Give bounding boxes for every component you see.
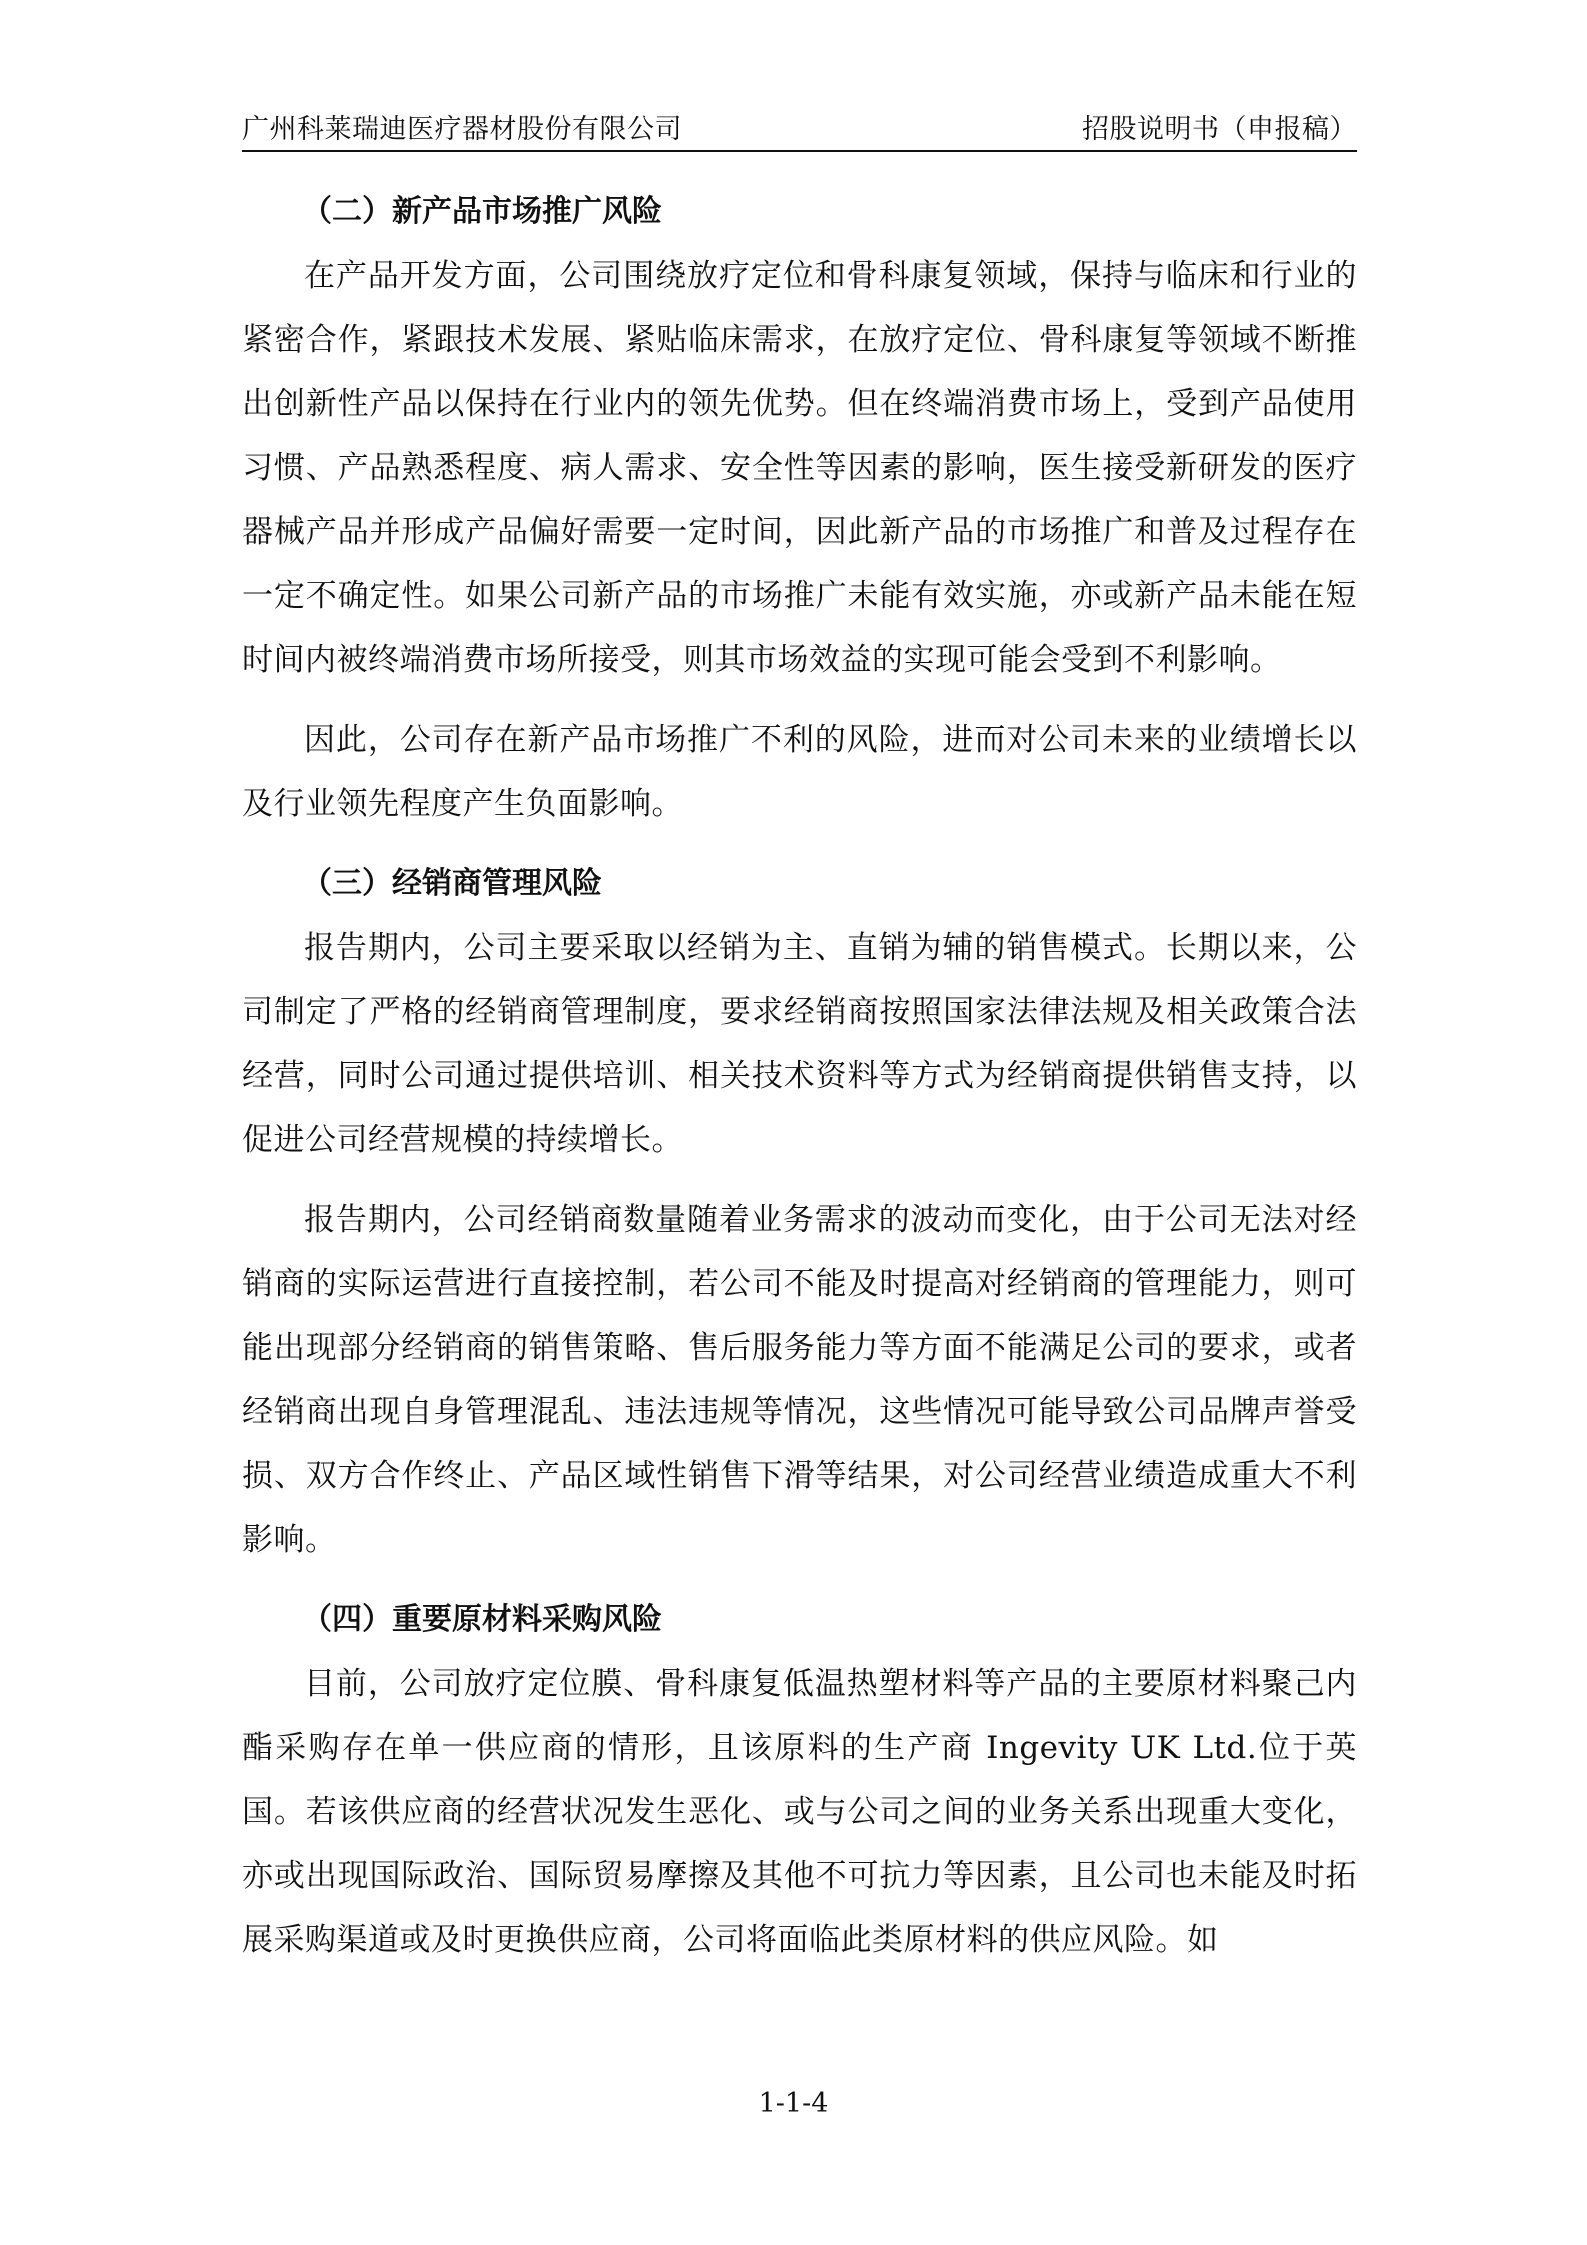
paragraph: 因此，公司存在新产品市场推广不利的风险，进而对公司未来的业绩增长以及行业领先程度产生负面影响。 [242,722,1357,822]
page-content [242,180,1357,1988]
section-heading-distributor-risk: （三）经销商管理风险 [302,866,602,901]
paragraph: 报告期内，公司经销商数量随着业务需求的波动而变化，由于公司无法对经销商的实际运营进行直接控制，若公司不能及时提高对经销商的管理能力，则可能出现部分经销商的销售策略、售后服务能力等方面不能满足公司的要求，或者经销商出现自身管理混乱、违法违规等情况，这些情况可能导致公司品牌声誉受损、双方合作终止、产品区域性销售下滑等结果，对公司经营业绩造成重大不利影响。 [242,1202,1357,1558]
paragraph: 目前，公司放疗定位膜、骨科康复低温热塑材料等产品的主要原材料聚己内酯采购存在单一供应商的情形，且该原料的生产商 Ingevity UK Ltd.位于英国。若该供应商的经营状况发生恶化、或与公司之间的业务关系出现重大变化，亦或出现国际政治、国际贸易摩擦及其他不可抗力等因素，且公司也未能及时拓展采购渠道或及时更换供应商，公司将面临此类原材料的供应风险。如 [242,1666,1357,1958]
section-heading-raw-material-risk: （四）重要原材料采购风险 [302,1602,662,1637]
header-document-title: 招股说明书（申报稿） [1082,114,1357,145]
section-heading-new-product-risk: （二）新产品市场推广风险 [302,194,662,229]
page-header [242,110,1357,152]
header-company-name: 广州科莱瑞迪医疗器材股份有限公司 [242,114,682,145]
paragraph: 在产品开发方面，公司围绕放疗定位和骨科康复领域，保持与临床和行业的紧密合作，紧跟技术发展、紧贴临床需求，在放疗定位、骨科康复等领域不断推出创新性产品以保持在行业内的领先优势。但在终端消费市场上，受到产品使用习惯、产品熟悉程度、病人需求、安全性等因素的影响，医生接受新研发的医疗器械产品并形成产品偏好需要一定时间，因此新产品的市场推广和普及过程存在一定不确定性。如果公司新产品的市场推广未能有效实施，亦或新产品未能在短时间内被终端消费市场所接受，则其市场效益的实现可能会受到不利影响。 [242,258,1357,678]
paragraph: 报告期内，公司主要采取以经销为主、直销为辅的销售模式。长期以来，公司制定了严格的经销商管理制度，要求经销商按照国家法律法规及相关政策合法经营，同时公司通过提供培训、相关技术资料等方式为经销商提供销售支持，以促进公司经营规模的持续增长。 [242,930,1357,1158]
page-number: 1-1-4 [758,2088,829,2119]
